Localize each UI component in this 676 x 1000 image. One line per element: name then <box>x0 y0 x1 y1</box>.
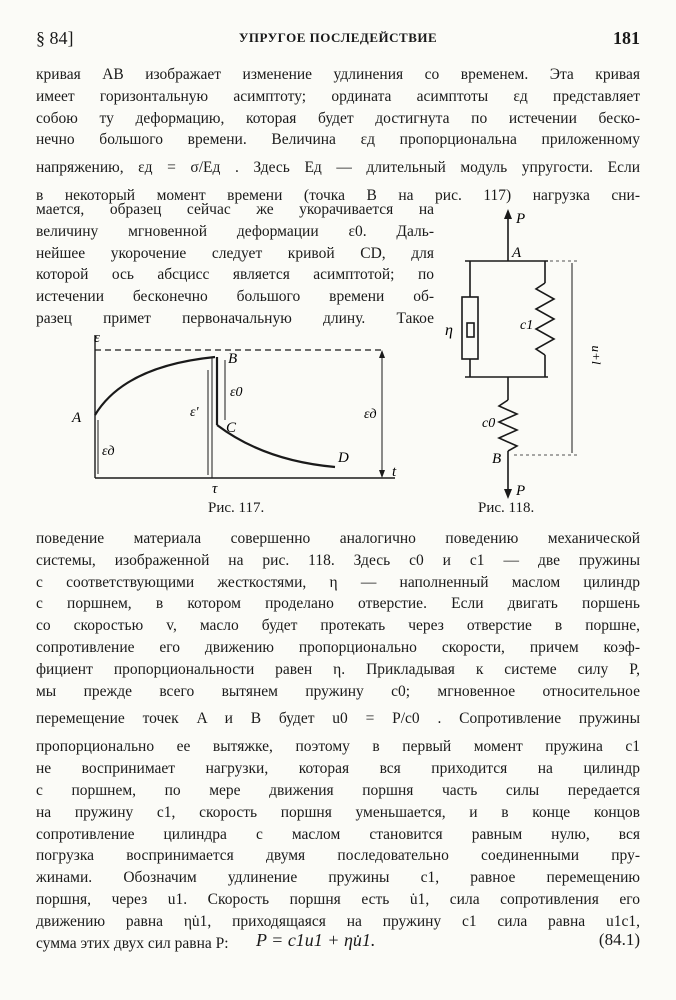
label-tau: τ <box>212 481 218 495</box>
label-A-node: A <box>512 245 522 261</box>
text-line: погрузка воспринимается двумя последовательно соединенными пру- <box>36 847 640 865</box>
text-line-with-formula: напряжению, εд = σ/Eд . Здесь Eд — длительный модуль упругости. Если <box>36 159 640 177</box>
text-line: с соответствующими жесткостями, η — наполненный маслом цилиндр <box>36 573 640 591</box>
text-line: величину мгновенной деформации ε0. Даль- <box>36 222 434 240</box>
label-A: A <box>72 410 82 426</box>
label-eta: η <box>445 322 453 339</box>
text-line: в некоторый момент времени (точка B на рис. 117) нагрузка сни- <box>36 187 640 205</box>
text-line: не воспринимает нагрузки, которая вся приходится на цилиндр <box>36 760 640 778</box>
text-line: движению равна ηu̇1, приходящаяся на пружину c1 сила равна u1c1, <box>36 912 640 930</box>
label-t: t <box>392 464 397 480</box>
text-line: пропорционально ее вытяжке, поэтому в первый момент пружина c1 <box>36 738 640 756</box>
label-eps0: ε0 <box>230 385 243 400</box>
label-c0: c0 <box>482 416 496 431</box>
text-line: разец примет первоначальную длину. Такое <box>36 309 434 327</box>
text-line: имеет горизонтальную асимптоту; ордината асимптоты εд представляет <box>36 87 640 105</box>
text-line: нейшее укорочение следует кривой CD, для <box>36 244 434 262</box>
running-title: УПРУГОЕ ПОСЛЕДЕЙСТВИЕ <box>238 30 438 45</box>
page-header <box>36 28 640 54</box>
text-line: мы прежде всего вытянем пружину c0; мгновенное относительное <box>36 682 640 700</box>
paragraph-2 <box>36 199 434 330</box>
text-line: с поршнем, в котором проделано отверстие. Если двигать поршень <box>36 595 640 613</box>
text-line: жинами. Обозначим удлинение пружины c1, равное перемещению <box>36 869 640 887</box>
text-line: со скоростью v, масло будет протекать через отверстие в поршне, <box>36 617 640 635</box>
text-line: фициент пропорциональности равен η. Прикладывая к системе силу P, <box>36 660 640 678</box>
dashpot-cylinder <box>462 297 478 359</box>
text-line: истечении бесконечно большого времени об- <box>36 288 434 306</box>
text-line: поршня, через u1. Скорость поршня есть u̇1, сила сопротивления его <box>36 890 640 908</box>
equation-number: (84.1) <box>598 930 640 949</box>
figure-117-caption: Рис. 117. <box>208 500 265 516</box>
label-B: B <box>228 351 238 367</box>
text-line: собою ту деформацию, которая будет достигнута по истечении беско- <box>36 109 640 127</box>
text-line: мается, образец сейчас же укорачивается на <box>36 201 434 218</box>
spring-c1 <box>536 283 554 355</box>
text-line: поведение материала совершенно аналогично поведению механической <box>36 530 640 547</box>
text-line: с поршнем, по мере движения поршня часть силы передается <box>36 781 640 799</box>
piston <box>467 323 474 337</box>
label-eps-right: εд <box>364 407 377 422</box>
text-line-with-formula: перемещение точек A и B будет u0 = P/c0 . Сопротивление пружины <box>36 710 640 728</box>
label-c1: c1 <box>520 318 534 333</box>
spring-c0 <box>499 400 517 451</box>
label-P-top: P <box>516 211 526 227</box>
label-u-plus-l: u+l <box>589 345 604 365</box>
label-B-node: B <box>492 451 502 467</box>
label-eps-prime: ε' <box>190 405 199 420</box>
figure-118 <box>440 205 610 500</box>
text-line: сопротивление цилиндра с маслом становится равным нулю, вся <box>36 825 640 843</box>
figure-118-caption: Рис. 118. <box>478 500 535 516</box>
label-epsilon: ε <box>94 330 100 346</box>
text-line: нечно большого времени. Величина εд пропорциональна приложенному <box>36 131 640 149</box>
label-eps-d: εд <box>102 444 115 459</box>
page-number: 181 <box>613 28 640 48</box>
label-C: C <box>226 420 237 436</box>
text-line: системы, изображенной на рис. 118. Здесь c0 и c1 — две пружины <box>36 551 640 569</box>
paragraph-3 <box>36 528 640 954</box>
equation-84-1 <box>36 930 640 958</box>
text-line: кривая AB изображает изменение удлинения со временем. Эта кривая <box>36 66 640 83</box>
figure-117 <box>60 330 410 495</box>
text-line: сумма этих двух сил равна P: <box>36 934 229 952</box>
equation-body: P = c1u1 + ηu̇1. <box>256 930 376 950</box>
label-D: D <box>338 450 349 466</box>
text-line: которой ось абсцисс является асимптотой; по <box>36 266 434 284</box>
text-line: сопротивление его движению пропорционально скорости, причем коэф- <box>36 638 640 656</box>
label-P-bottom: P <box>516 483 526 499</box>
paragraph-1 <box>36 64 640 207</box>
text-line: на пружину c1, скорость поршня уменьшается, и в конце концов <box>36 803 640 821</box>
section-number: § 84] <box>36 28 74 48</box>
